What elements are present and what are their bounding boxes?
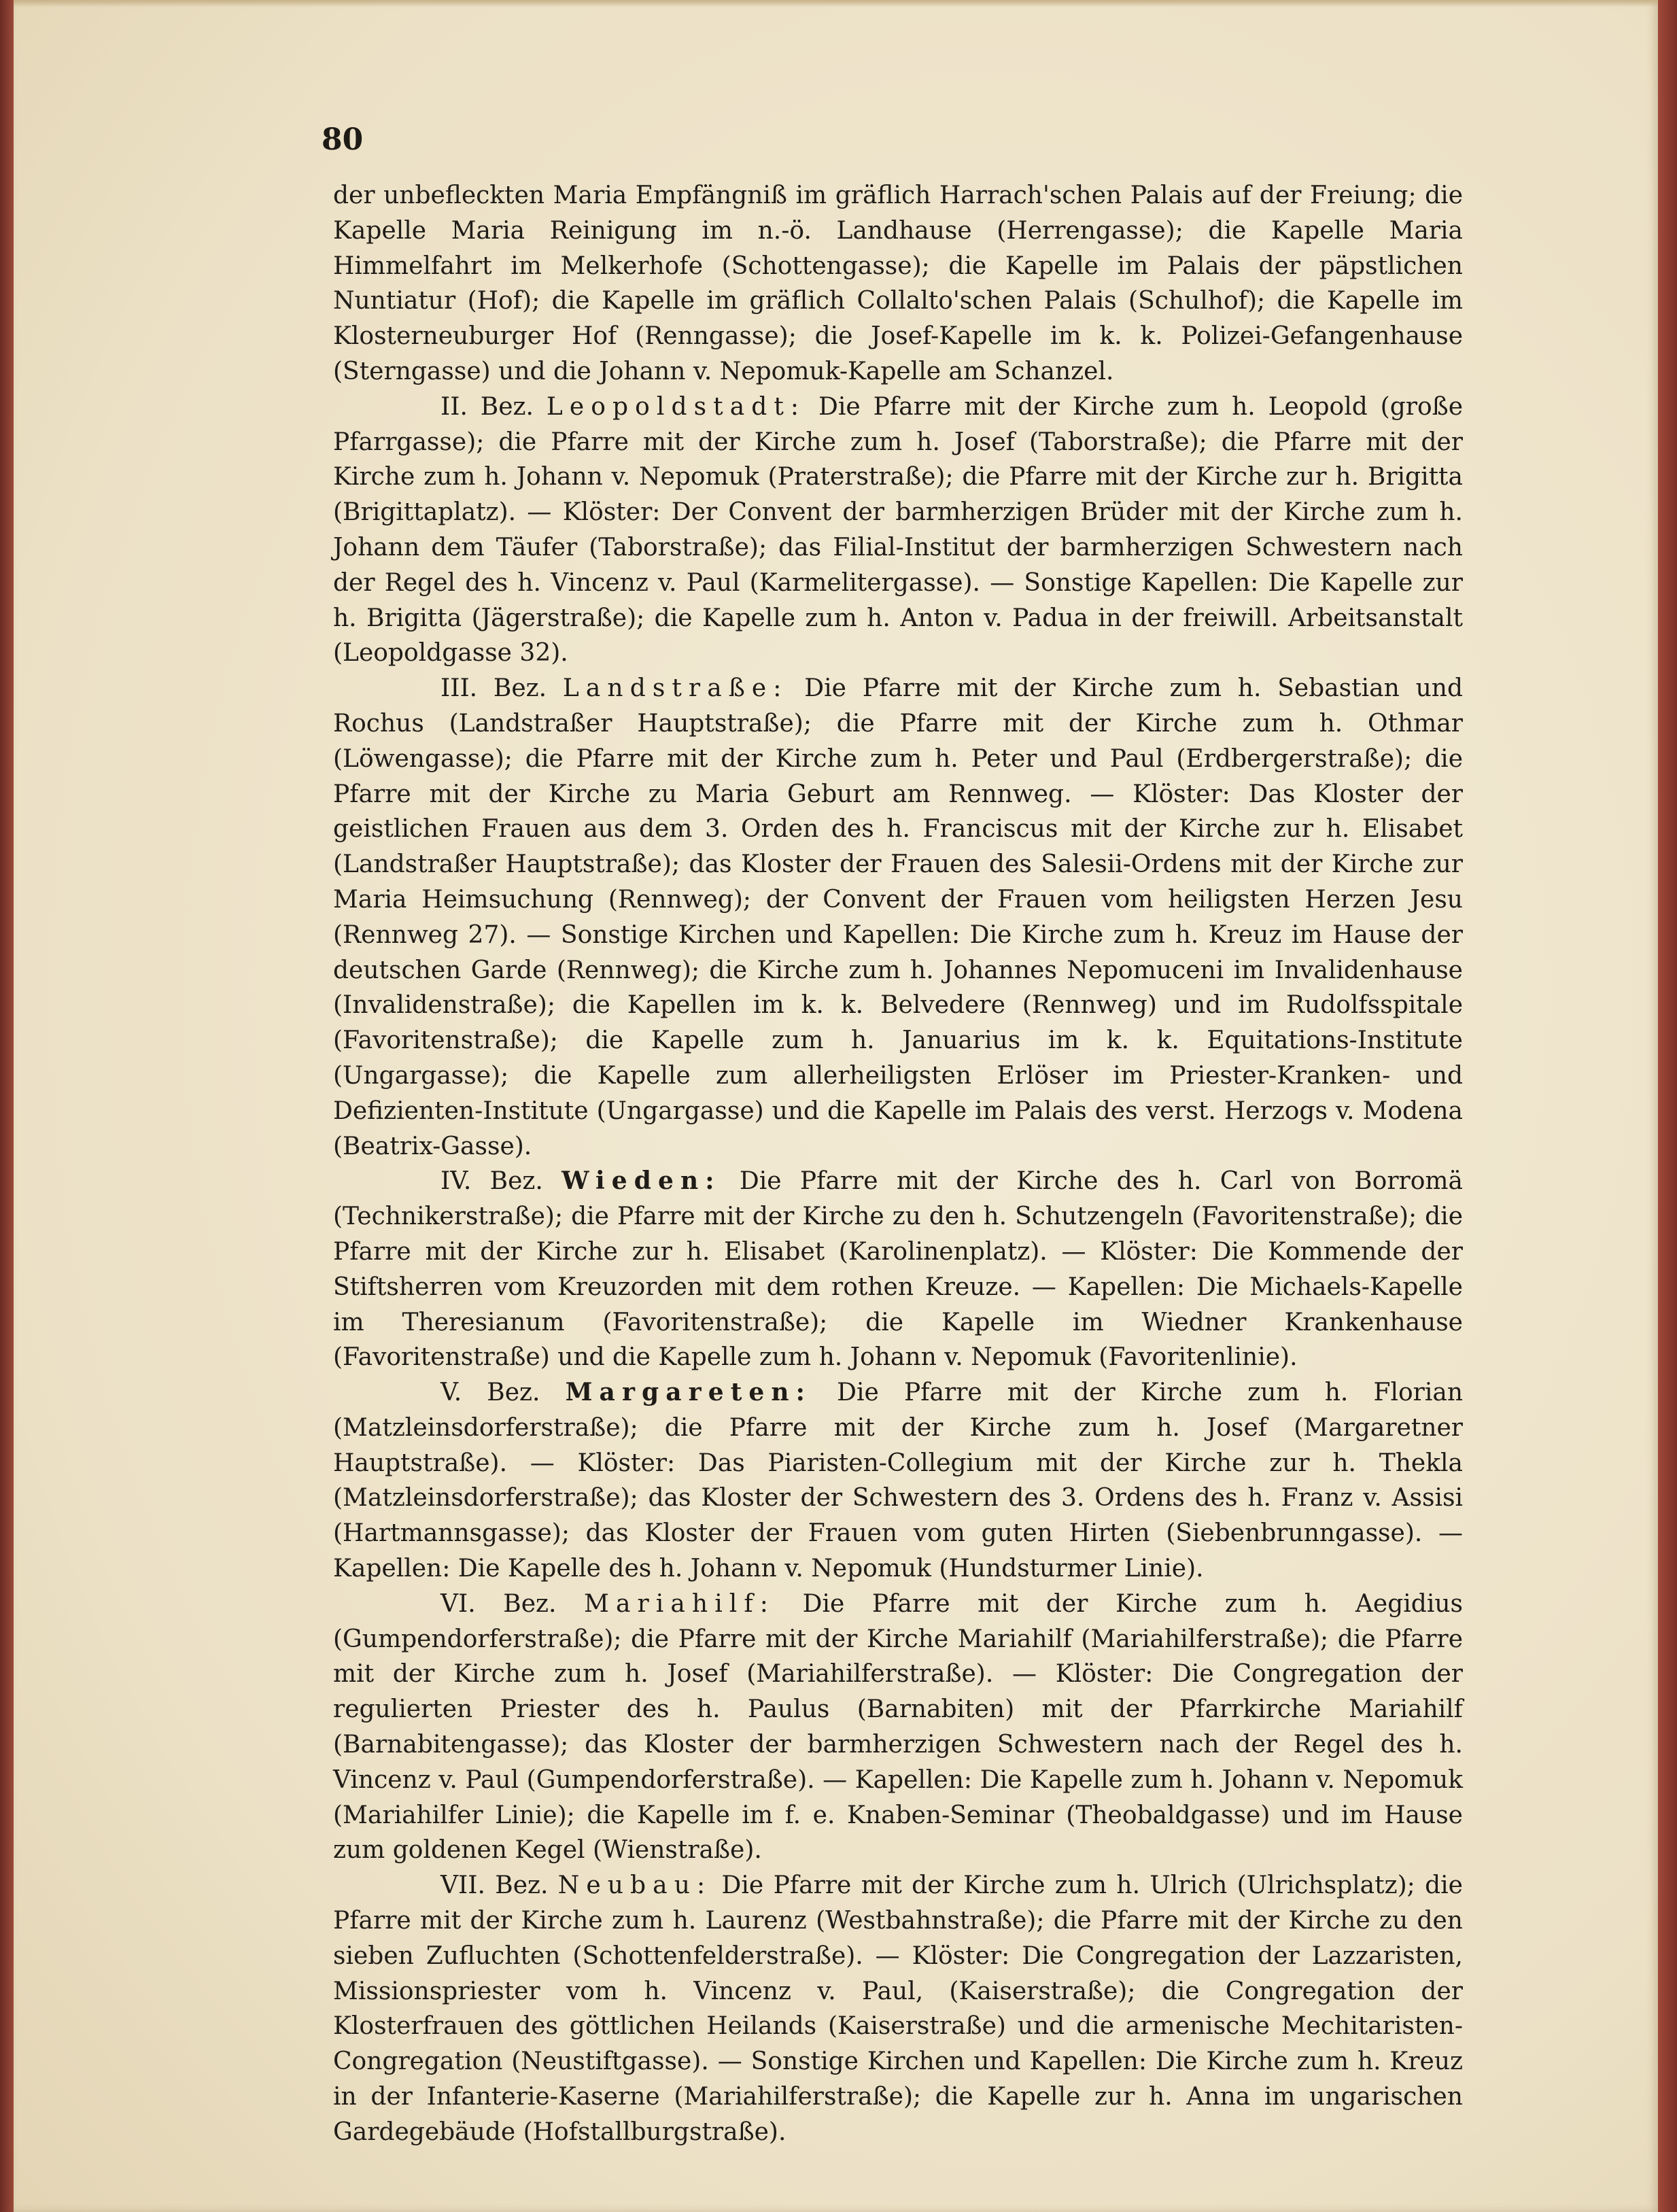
paragraph-text: Die Pfarre mit der Kirche zum h. Florian (Matzleinsdorferstraße); die Pfarre mit der Kirche zum h. Josef (Margaretner Hauptstraße). — Klöster: Das Piaristen-Collegium mit der Kirche zur h. Thekla (Matzleinsdorferstraße); das Kloster der Schwestern des 3. Ordens des h. Franz v. Assisi (Hartmannsgasse); das Kloster der Frauen vom guten Hirten (Siebenbrunngasse). — Kapellen: Die Kapelle des h. Johann v. Nepomuk (Hundsturmer Linie). xyxy=(333,1379,1464,1583)
paragraph-continuation xyxy=(333,178,1463,390)
district-name: Landstraße: xyxy=(562,674,789,703)
district-name: Margareten: xyxy=(565,1378,812,1407)
district-paragraph-leopoldstadt xyxy=(333,390,1463,671)
paragraph-text: Die Pfarre mit der Kirche zum h. Sebastian und Rochus (Landstraßer Hauptstraße); die Pfarre mit der Kirche zum h. Othmar (Löwengasse); die Pfarre mit der Kirche zum h. Peter und Paul (Erdbergerstraße); die Pfarre mit der Kirche zu Maria Geburt am Rennweg. — Klöster: Das Kloster der geistlichen Frauen aus dem 3. Orden des h. Franciscus mit der Kirche zur h. Elisabet (Landstraßer Hauptstraße); das Kloster der Frauen des Salesii-Ordens mit der Kirche zur Maria Heimsuchung (Rennweg); der Convent der Frauen vom heiligsten Herzen Jesu (Rennweg 27). — Sonstige Kirchen und Kapellen: Die Kirche zum h. Kreuz im Hause der deutschen Garde (Rennweg); die Kirche zum h. Johannes Nepomuceni im Invalidenhause (Invalidenstraße); die Kapellen im k. k. Belvedere (Rennweg) und im Rudolfsspitale (Favoritenstraße); die Kapelle zum h. Januarius im k. k. Equitations-Institute (Ungargasse); die Kapelle zum allerheiligsten Erlöser im Priester-Kranken- und Defizienten-Institute (Ungargasse) und die Kapelle im Palais des verst. Herzogs v. Modena (Beatrix-Gasse). xyxy=(333,674,1464,1160)
main-text xyxy=(333,178,1463,2150)
district-number: II. Bez. xyxy=(440,392,534,421)
district-name: Neubau: xyxy=(557,1871,712,1900)
district-paragraph-landstrasse xyxy=(333,671,1463,1164)
paragraph-text: Die Pfarre mit der Kirche zum h. Ulrich (Ulrichsplatz); die Pfarre mit der Kirche zum h. Laurenz (Westbahnstraße); die Pfarre mit der Kirche zu den sieben Zufluchten (Schottenfelderstraße). — Klöster: Die Congregation der Lazzaristen, Missionspriester vom h. Vincenz v. Paul, (Kaiserstraße); die Congregation der Klosterfrauen des göttlichen Heilands (Kaiserstraße) und die armenische Mechitaristen-Congregation (Neustiftgasse). — Sonstige Kirchen und Kapellen: Die Kirche zum h. Kreuz in der Infanterie-Kaserne (Mariahilferstraße); die Kapelle zur h. Anna im ungarischen Gardegebäude (Hofstallburgstraße). xyxy=(333,1871,1463,2146)
district-number: VI. Bez. xyxy=(440,1589,557,1618)
district-name: Mariahilf: xyxy=(584,1589,775,1618)
district-paragraph-margareten xyxy=(333,1375,1463,1587)
paragraph-text: Die Pfarre mit der Kirche zum h. Leopold (große Pfarrgasse); die Pfarre mit der Kirche zum h. Josef (Taborstraße); die Pfarre mit der Kirche zum h. Johann v. Nepomuk (Praterstraße); die Pfarre mit der Kirche zur h. Brigitta (Brigittaplatz). — Klöster: Der Convent der barmherzigen Brüder mit der Kirche zum h. Johann dem Täufer (Taborstraße); das Filial-Institut der barmherzigen Schwestern nach der Regel des h. Vincenz v. Paul (Karmelitergasse). — Sonstige Kapellen: Die Kapelle zur h. Brigitta (Jägerstraße); die Kapelle zum h. Anton v. Padua in der freiwill. Arbeitsanstalt (Leopoldgasse 32). xyxy=(333,392,1464,668)
book-spine-edge xyxy=(0,0,14,2212)
district-number: VII. Bez. xyxy=(440,1871,549,1900)
book-cover-edge xyxy=(1658,0,1677,2212)
district-paragraph-neubau xyxy=(333,1868,1463,2149)
district-name: Wieden: xyxy=(561,1167,721,1196)
paragraph-text: Die Pfarre mit der Kirche zum h. Aegidius (Gumpendorferstraße); die Pfarre mit der Kirche Mariahilf (Mariahilferstraße); die Pfarre mit der Kirche zum h. Josef (Mariahilferstraße). — Klöster: Die Congregation der regulierten Priester des h. Paulus (Barnabiten) mit der Pfarrkirche Mariahilf (Barnabitengasse); das Kloster der barmherzigen Schwestern nach der Regel des h. Vincenz v. Paul (Gumpendorferstraße). — Kapellen: Die Kapelle zum h. Johann v. Nepomuk (Mariahilfer Linie); die Kapelle im f. e. Knaben-Seminar (Theobaldgasse) und im Hause zum goldenen Kegel (Wienstraße). xyxy=(333,1589,1464,1865)
paragraph-text: der unbefleckten Maria Empfängniß im gräflich Harrach'schen Palais auf der Freiung; die Kapelle Maria Reinigung im n.-ö. Landhause (Herrengasse); die Kapelle Maria Himmelfahrt im Melkerhofe (Schottengasse); die Kapelle im Palais der päpstlichen Nuntiatur (Hof); die Kapelle im gräflich Collalto'schen Palais (Schulhof); die Kapelle im Klosterneuburger Hof (Renngasse); die Josef-Kapelle im k. k. Polizei-Gefangenhause (Sterngasse) und die Johann v. Nepomuk-Kapelle am Schanzel. xyxy=(333,182,1463,385)
district-paragraph-mariahilf xyxy=(333,1587,1463,1868)
district-number: V. Bez. xyxy=(440,1379,540,1407)
district-number: III. Bez. xyxy=(440,674,547,703)
district-number: IV. Bez. xyxy=(440,1167,543,1196)
district-paragraph-wieden xyxy=(333,1164,1463,1375)
page-top-shadow xyxy=(14,0,1659,7)
district-name: Leopoldstadt: xyxy=(546,392,806,421)
paragraph-text: Die Pfarre mit der Kirche des h. Carl von Borromä (Technikerstraße); die Pfarre mit der Kirche zu den h. Schutzengeln (Favoritenstraße); die Pfarre mit der Kirche zur h. Elisabet (Karolinenplatz). — Klöster: Die Kommende der Stiftsherren vom Kreuzorden mit dem rothen Kreuze. — Kapellen: Die Michaels-Kapelle im Theresianum (Favoritenstraße); die Kapelle im Wiedner Krankenhause (Favoritenstraße) und die Kapelle zum h. Johann v. Nepomuk (Favoritenlinie). xyxy=(333,1167,1464,1372)
page-number: 80 xyxy=(322,122,364,157)
